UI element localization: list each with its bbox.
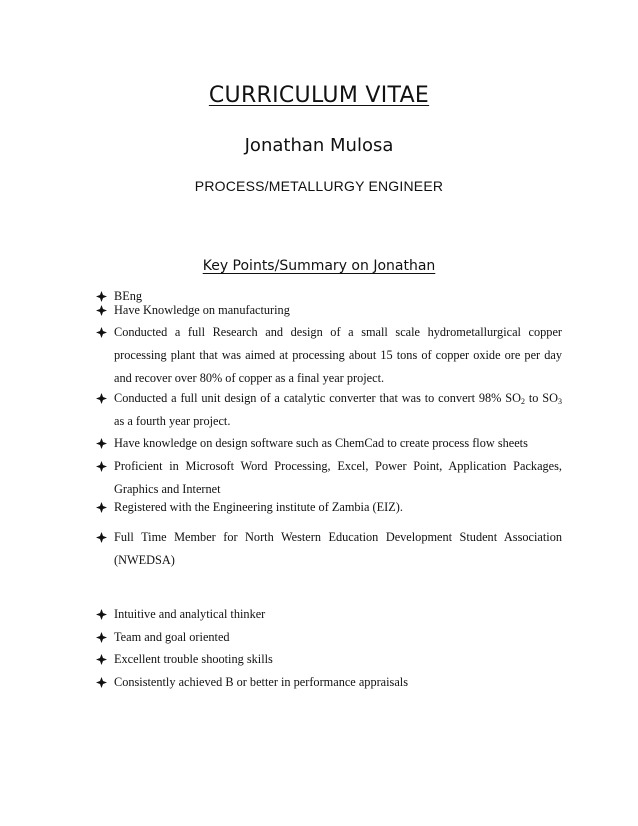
subscript: 3 [558,397,563,406]
diamond-bullet-icon [96,455,110,478]
diamond-bullet-icon [96,626,110,649]
list-item-text: Excellent trouble shooting skills [114,652,273,666]
subscript: 2 [521,397,526,406]
list-item-text: Consistently achieved B or better in performance appraisals [114,675,409,689]
candidate-name: Jonathan Mulosa [244,135,394,156]
list-item-text-part: Conducted a full unit design of a catalytic converter that was to convert 98% SO [114,391,522,405]
list-item-text-part: to SO [525,391,559,405]
diamond-bullet-icon [96,648,110,671]
diamond-bullet-icon [96,671,110,694]
section-heading-summary: Key Points/Summary on Jonathan [202,258,436,274]
diamond-bullet-icon [96,603,110,626]
list-item-text [114,387,562,433]
diamond-bullet-icon [96,299,110,322]
list-item-text: Full Time Member for North Western Education Development Student Association (NWEDSA) [114,530,562,567]
diamond-bullet-icon [96,432,110,455]
list-item-text: Registered with the Engineering institute of Zambia (EIZ). [114,500,403,514]
document-title: CURRICULUM VITAE [208,83,430,108]
diamond-bullet-icon [96,321,110,344]
list-item-text: Team and goal oriented [114,630,230,644]
list-item-text: BEng [114,289,143,303]
diamond-bullet-icon [96,526,110,549]
list-item-text: Conducted a full Research and design of a small scale hydrometallurgical copper processing plant that was aimed at processing about 15 tons of copper oxide ore per day and recover over 80% of copper as a final year project. [114,325,562,385]
list-item-text: Intuitive and analytical thinker [114,607,266,621]
diamond-bullet-icon [96,496,110,519]
list-item-text-part: as a fourth year project. [114,414,231,428]
list-item-text: Have knowledge on design software such as ChemCad to create process flow sheets [114,436,528,450]
candidate-role: PROCESS/METALLURGY ENGINEER [194,178,444,194]
list-item-text: Have Knowledge on manufacturing [114,303,290,317]
diamond-bullet-icon [96,387,110,410]
list-item-text: Proficient in Microsoft Word Processing, Excel, Power Point, Application Packages, Graphics and Internet [114,459,562,496]
